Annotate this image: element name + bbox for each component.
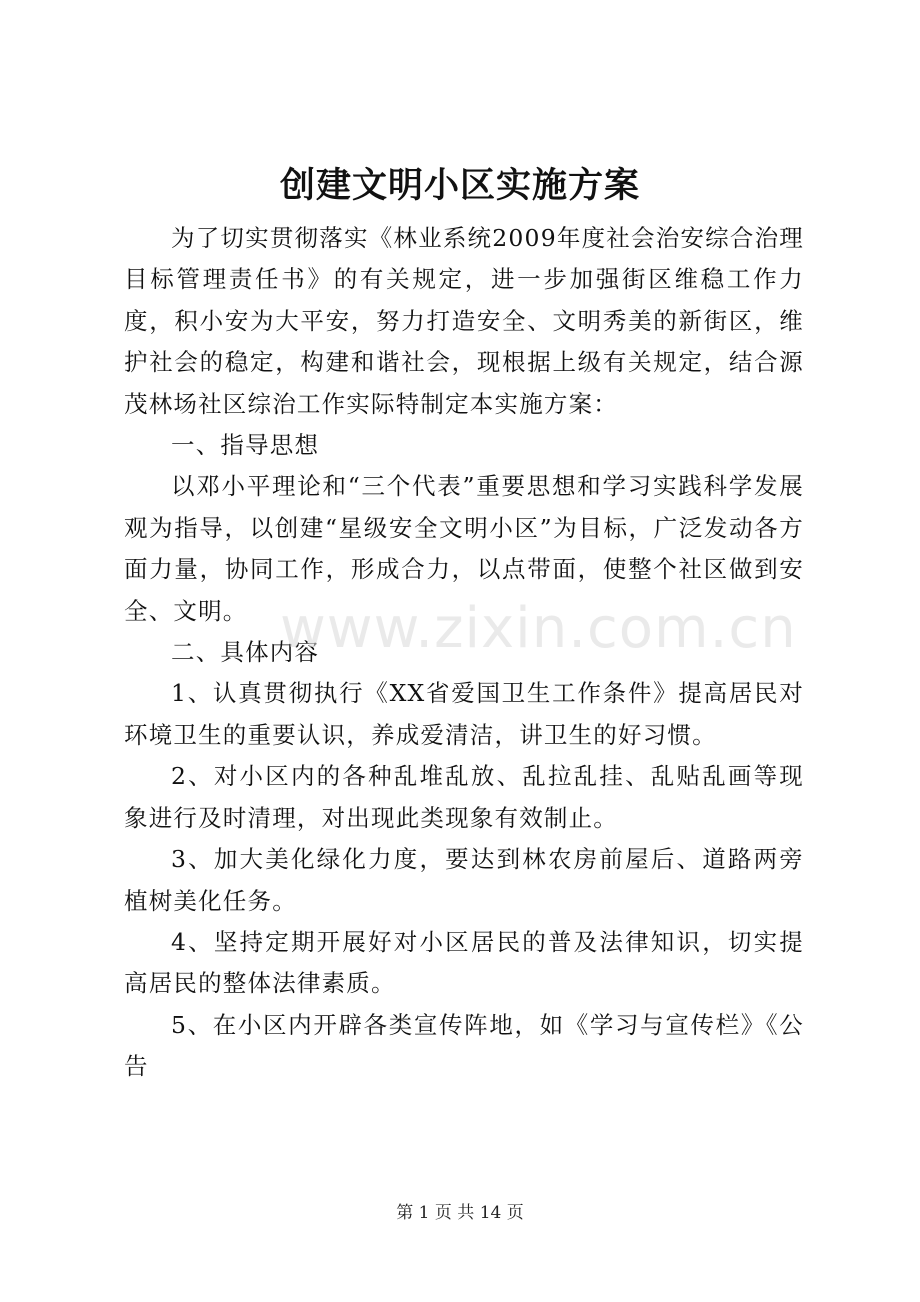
- watermark: www.zixin.com.cn: [280, 596, 797, 661]
- section-heading-guiding-thought: 一、指导思想: [171, 431, 320, 460]
- page-number-footer: 第 1 页 共 14 页: [396, 1203, 524, 1223]
- list-item-2: 2、对小区内的各种乱堆乱放、乱拉乱挂、乱贴乱画等现象进行及时清理，对出现此类现象有效制止。: [124, 762, 804, 832]
- list-item-5: 5、在小区内开辟各类宣传阵地，如《学习与宣传栏》《公告: [124, 1010, 804, 1081]
- section-heading-specific-content: 二、具体内容: [171, 638, 320, 667]
- list-item-3: 3、加大美化绿化力度，要达到林农房前屋后、道路两旁植树美化任务。: [124, 845, 804, 915]
- list-item-4: 4、坚持定期开展好对小区居民的普及法律知识，切实提高居民的整体法律素质。: [124, 927, 804, 998]
- document-body: [124, 218, 804, 1088]
- document-title: 创建文明小区实施方案: [279, 165, 640, 206]
- paragraph-guiding-thought: 以邓小平理论和“三个代表”重要思想和学习实践科学发展观为指导，以创建“星级安全文明小区”为目标，广泛发动各方面力量，协同工作，形成合力，以点带面，使整个社区做到安全、文明。: [124, 472, 804, 625]
- paragraph-intro: 为了切实贯彻落实《林业系统2009年度社会治安综合治理目标管理责任书》的有关规定，进一步加强街区维稳工作力度，积小安为大平安，努力打造安全、文明秀美的新街区，维护社会的稳定，构建和谐社会，现根据上级有关规定，结合源茂林场社区综治工作实际特制定本实施方案：: [124, 224, 804, 418]
- list-item-1: 1、认真贯彻执行《XX省爱国卫生工作条件》提高居民对环境卫生的重要认识，养成爱清洁，讲卫生的好习惯。: [124, 679, 804, 749]
